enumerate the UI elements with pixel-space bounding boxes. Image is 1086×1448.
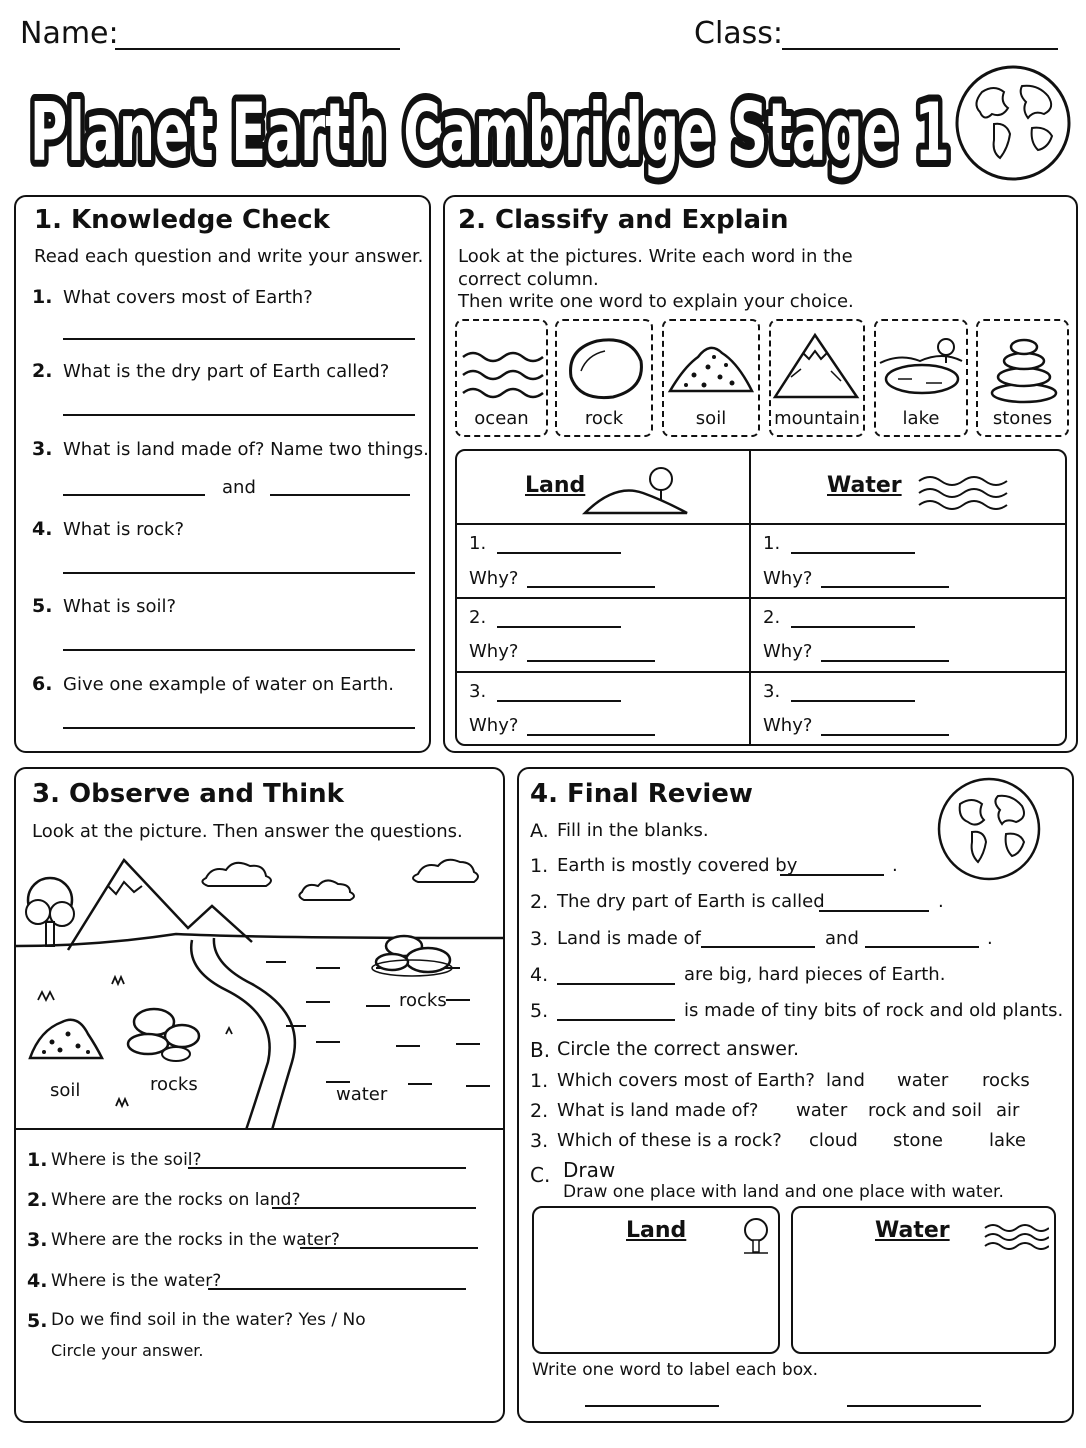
q4-text: What is rock? bbox=[63, 519, 185, 540]
q2-answer[interactable] bbox=[63, 414, 415, 416]
land-row1-num: 1. bbox=[469, 533, 487, 554]
scene-label-soil: soil bbox=[50, 1080, 81, 1101]
land-column-header: Land bbox=[525, 473, 586, 498]
q4-answer[interactable] bbox=[63, 572, 415, 574]
mc2-option-water[interactable]: water bbox=[796, 1100, 848, 1121]
water-row2-why: Why? bbox=[763, 641, 813, 662]
card-soil-label: soil bbox=[695, 408, 727, 429]
obs-q2-text: Where are the rocks on land? bbox=[51, 1190, 301, 1210]
mc3-number: 3. bbox=[530, 1130, 549, 1152]
card-stones bbox=[976, 319, 1069, 437]
water-draw-box-title: Water bbox=[875, 1218, 950, 1243]
fill2-after: . bbox=[938, 891, 944, 912]
q3-answer-b[interactable] bbox=[270, 494, 410, 496]
fill5-after: is made of tiny bits of rock and old plants. bbox=[684, 1000, 1064, 1021]
stones-stack-icon bbox=[978, 327, 1067, 407]
name-label: Name: bbox=[20, 16, 119, 51]
scene-label-rocks-water: rocks bbox=[399, 990, 447, 1011]
q1-text: What covers most of Earth? bbox=[63, 287, 313, 308]
land-row3-num: 3. bbox=[469, 681, 487, 702]
fill3-blank-a[interactable] bbox=[701, 946, 815, 948]
land-hill-icon bbox=[581, 461, 691, 517]
label-note: Write one word to label each box. bbox=[532, 1360, 819, 1380]
obs-q3-answer[interactable] bbox=[300, 1247, 478, 1249]
classify-instruction-2: correct column. bbox=[458, 269, 599, 290]
mc3-option-lake[interactable]: lake bbox=[989, 1130, 1026, 1151]
q6-text: Give one example of water on Earth. bbox=[63, 674, 395, 695]
lake-icon bbox=[876, 327, 966, 407]
card-ocean-label: ocean bbox=[474, 408, 529, 429]
rock-icon bbox=[557, 327, 651, 407]
q3-text: What is land made of? Name two things. bbox=[63, 439, 429, 460]
land-box-label-field[interactable] bbox=[585, 1405, 719, 1407]
q6-answer[interactable] bbox=[63, 727, 415, 729]
final-review-title: 4. Final Review bbox=[530, 779, 753, 809]
water-row2-reason[interactable] bbox=[821, 660, 949, 662]
part-c-instruction: Draw one place with land and one place with water. bbox=[563, 1182, 1004, 1202]
water-box-label-field[interactable] bbox=[847, 1405, 981, 1407]
knowledge-check-panel bbox=[14, 195, 431, 753]
fill3-before: Land is made of bbox=[557, 928, 701, 949]
observe-instruction: Look at the picture. Then answer the questions. bbox=[32, 821, 463, 842]
card-ocean bbox=[455, 319, 548, 437]
mc2-question: What is land made of? bbox=[557, 1100, 759, 1121]
obs-q5-circle-note: Circle your answer. bbox=[51, 1341, 204, 1360]
land-draw-box-title: Land bbox=[626, 1218, 687, 1243]
water-row3-reason[interactable] bbox=[821, 734, 949, 736]
obs-q5-number: 5. bbox=[27, 1310, 48, 1332]
obs-q1-number: 1. bbox=[27, 1149, 48, 1171]
classify-instruction-3: Then write one word to explain your choice. bbox=[458, 291, 854, 312]
mc1-number: 1. bbox=[530, 1070, 549, 1092]
fill4-after: are big, hard pieces of Earth. bbox=[684, 964, 946, 985]
q2-text: What is the dry part of Earth called? bbox=[63, 361, 390, 382]
scene-label-water: water bbox=[336, 1084, 388, 1105]
part-a-text: Fill in the blanks. bbox=[557, 820, 709, 841]
q5-number: 5. bbox=[32, 595, 53, 617]
fill3-blank-b[interactable] bbox=[865, 946, 979, 948]
land-draw-box[interactable] bbox=[532, 1206, 780, 1354]
part-b-text: Circle the correct answer. bbox=[557, 1038, 800, 1060]
water-row3-why: Why? bbox=[763, 715, 813, 736]
part-a-label: A. bbox=[530, 820, 549, 842]
knowledge-check-instruction: Read each question and write your answer. bbox=[34, 246, 424, 267]
land-row1-why: Why? bbox=[469, 568, 519, 589]
fill5-number: 5. bbox=[530, 1000, 549, 1022]
fill3-after: . bbox=[987, 928, 993, 949]
card-mountain-label: mountain bbox=[774, 408, 860, 429]
obs-q2-number: 2. bbox=[27, 1189, 48, 1211]
scene-divider bbox=[16, 1128, 503, 1130]
water-row2-num: 2. bbox=[763, 607, 781, 628]
card-lake-label: lake bbox=[902, 408, 940, 429]
water-waves-icon bbox=[917, 471, 1009, 511]
fill3-mid: and bbox=[825, 928, 859, 949]
ocean-waves-icon bbox=[457, 327, 546, 407]
q5-text: What is soil? bbox=[63, 596, 177, 617]
land-row2-why: Why? bbox=[469, 641, 519, 662]
class-field[interactable] bbox=[782, 48, 1058, 50]
water-row1-reason[interactable] bbox=[821, 586, 949, 588]
land-row1-word[interactable] bbox=[497, 552, 621, 554]
fill3-number: 3. bbox=[530, 928, 549, 950]
part-b-label: B. bbox=[530, 1038, 551, 1062]
observe-title: 3. Observe and Think bbox=[32, 779, 344, 809]
fill4-number: 4. bbox=[530, 964, 549, 986]
q2-number: 2. bbox=[32, 360, 53, 382]
fill2-before: The dry part of Earth is called bbox=[557, 891, 825, 912]
classify-instruction-1: Look at the pictures. Write each word in the bbox=[458, 246, 853, 267]
obs-q4-answer[interactable] bbox=[208, 1288, 466, 1290]
mc3-option-stone[interactable]: stone bbox=[893, 1130, 943, 1151]
card-rock bbox=[555, 319, 653, 437]
scene-label-rocks-land: rocks bbox=[150, 1074, 198, 1095]
soil-pile-icon bbox=[664, 327, 758, 407]
card-rock-label: rock bbox=[584, 408, 624, 429]
part-c-title: Draw bbox=[563, 1158, 616, 1182]
mc3-question: Which of these is a rock? bbox=[557, 1130, 782, 1151]
water-row3-word[interactable] bbox=[791, 700, 915, 702]
globe-icon bbox=[952, 62, 1074, 184]
fill1-number: 1. bbox=[530, 855, 549, 877]
q4-number: 4. bbox=[32, 518, 53, 540]
land-row2-num: 2. bbox=[469, 607, 487, 628]
card-soil bbox=[662, 319, 760, 437]
mc2-option-rock-and-soil[interactable]: rock and soil bbox=[868, 1100, 983, 1121]
card-lake bbox=[874, 319, 968, 437]
fill5-blank[interactable] bbox=[557, 1019, 675, 1021]
knowledge-check-title: 1. Knowledge Check bbox=[34, 205, 330, 235]
mountain-icon bbox=[771, 327, 863, 407]
obs-q1-text: Where is the soil? bbox=[51, 1150, 202, 1170]
land-row3-reason[interactable] bbox=[527, 734, 655, 736]
mc1-option-land[interactable]: land bbox=[826, 1070, 865, 1091]
classify-table bbox=[455, 449, 1067, 746]
globe-icon-small bbox=[934, 774, 1044, 884]
tree-icon bbox=[738, 1216, 774, 1256]
water-row2-word[interactable] bbox=[791, 626, 915, 628]
mc2-number: 2. bbox=[530, 1100, 549, 1122]
q5-answer[interactable] bbox=[63, 649, 415, 651]
land-row3-why: Why? bbox=[469, 715, 519, 736]
page-title bbox=[24, 68, 964, 188]
q1-answer[interactable] bbox=[63, 338, 415, 340]
fill1-before: Earth is mostly covered by bbox=[557, 855, 798, 876]
obs-q3-number: 3. bbox=[27, 1229, 48, 1251]
classify-title: 2. Classify and Explain bbox=[458, 205, 789, 235]
card-stones-label: stones bbox=[992, 408, 1053, 429]
water-row1-num: 1. bbox=[763, 533, 781, 554]
name-field[interactable] bbox=[115, 48, 400, 50]
fill1-blank[interactable] bbox=[780, 874, 884, 876]
obs-q4-number: 4. bbox=[27, 1270, 48, 1292]
water-draw-box[interactable] bbox=[791, 1206, 1056, 1354]
land-row2-reason[interactable] bbox=[527, 660, 655, 662]
mc1-question: Which covers most of Earth? bbox=[557, 1070, 815, 1091]
mc1-option-rocks[interactable]: rocks bbox=[982, 1070, 1030, 1091]
q3-number: 3. bbox=[32, 438, 53, 460]
mc1-option-water[interactable]: water bbox=[897, 1070, 949, 1091]
mc2-option-air[interactable]: air bbox=[996, 1100, 1020, 1121]
fill2-number: 2. bbox=[530, 891, 549, 913]
water-column-header: Water bbox=[827, 473, 902, 498]
part-c-label: C. bbox=[530, 1163, 551, 1187]
fill4-blank[interactable] bbox=[557, 983, 675, 985]
obs-q2-answer[interactable] bbox=[272, 1207, 476, 1209]
obs-q4-text: Where is the water? bbox=[51, 1271, 222, 1291]
card-mountain bbox=[769, 319, 865, 437]
waves-icon bbox=[983, 1220, 1049, 1250]
water-row3-num: 3. bbox=[763, 681, 781, 702]
water-row1-word[interactable] bbox=[791, 552, 915, 554]
q6-number: 6. bbox=[32, 673, 53, 695]
fill2-blank[interactable] bbox=[819, 910, 929, 912]
mc3-option-cloud[interactable]: cloud bbox=[809, 1130, 858, 1151]
land-row3-word[interactable] bbox=[497, 700, 621, 702]
land-row2-word[interactable] bbox=[497, 626, 621, 628]
q1-number: 1. bbox=[32, 286, 53, 308]
land-row1-reason[interactable] bbox=[527, 586, 655, 588]
q3-and: and bbox=[222, 477, 256, 498]
obs-q1-answer[interactable] bbox=[188, 1167, 466, 1169]
water-row1-why: Why? bbox=[763, 568, 813, 589]
fill1-after: . bbox=[892, 855, 898, 876]
class-label: Class: bbox=[694, 16, 784, 51]
obs-q3-text: Where are the rocks in the water? bbox=[51, 1230, 340, 1250]
page-title-text: Planet Earth Cambridge Stage 1 bbox=[30, 86, 950, 179]
q3-answer-a[interactable] bbox=[63, 494, 205, 496]
obs-q5-text[interactable]: Do we find soil in the water? Yes / No bbox=[51, 1310, 366, 1330]
